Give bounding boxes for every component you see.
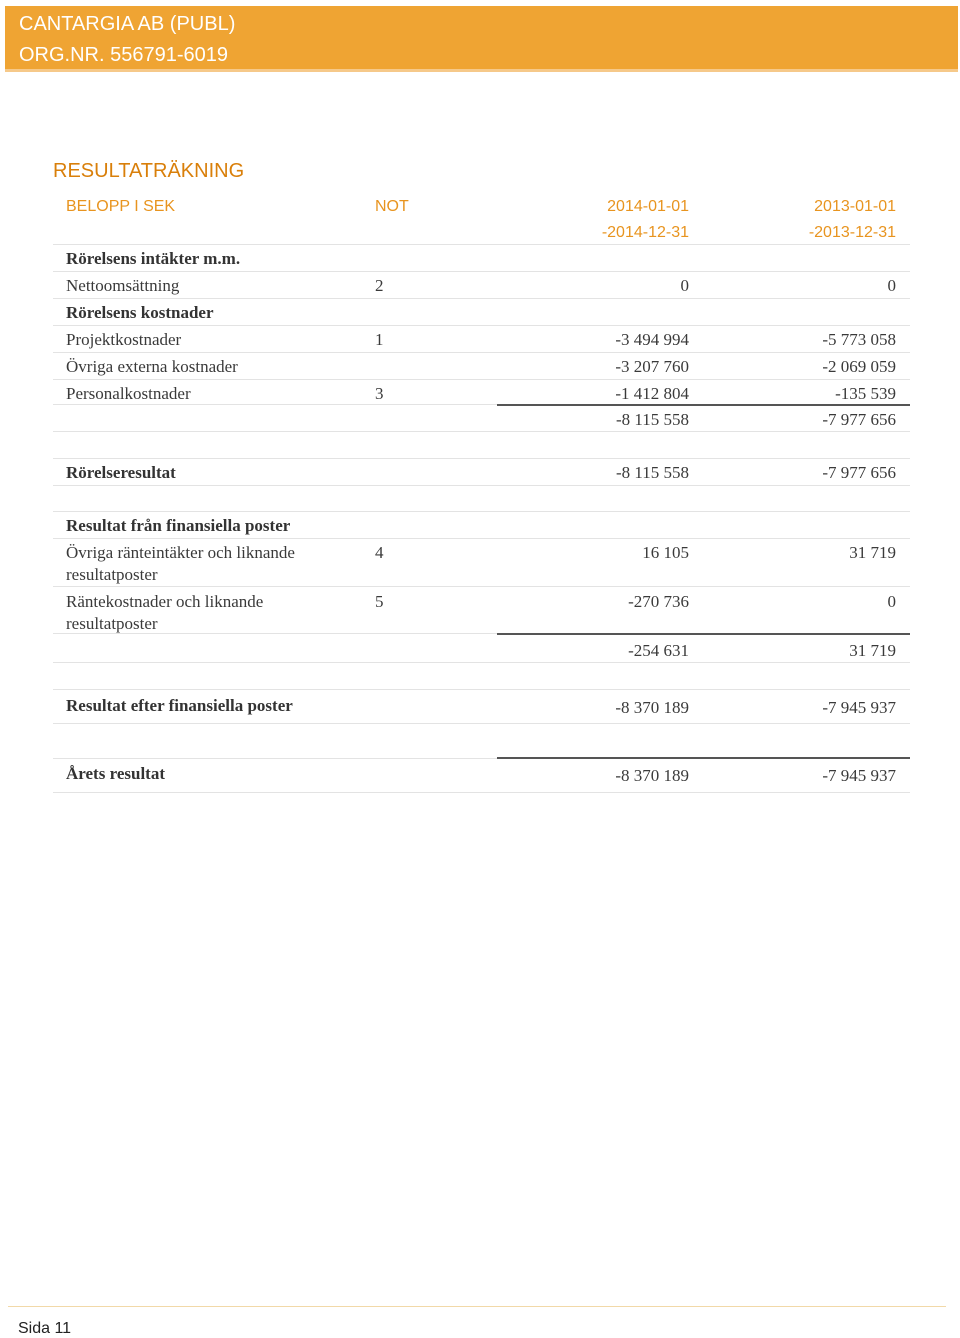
row-value-2013: -7 945 937 xyxy=(822,766,896,785)
table-row xyxy=(53,759,910,793)
row-label: Rörelsens intäkter m.m. xyxy=(66,249,241,268)
table-row xyxy=(53,690,910,724)
row-value-2013: -7 977 656 xyxy=(822,463,896,482)
row-label: Resultat från finansiella poster xyxy=(66,516,291,535)
col-header-period2-start: 2013-01-01 xyxy=(814,198,896,215)
row-value-2014: -8 115 558 xyxy=(615,463,689,482)
spacer-row xyxy=(53,724,910,759)
table-row xyxy=(53,636,910,663)
row-label: Övriga externa kostnader xyxy=(66,357,238,376)
row-label-line2: resultatposter xyxy=(66,565,158,584)
footer-divider xyxy=(8,1306,946,1307)
row-value-2013: 31 719 xyxy=(849,641,896,660)
table-row xyxy=(53,459,910,486)
header-row-divider xyxy=(53,218,910,245)
table-row xyxy=(53,587,910,634)
table-row xyxy=(53,406,910,432)
table-row xyxy=(53,272,910,299)
header-banner xyxy=(5,6,958,72)
spacer-row xyxy=(53,486,910,512)
subtotal-rule xyxy=(497,633,910,635)
company-name: CANTARGIA AB (PUBL) xyxy=(19,13,236,35)
table-row xyxy=(53,539,910,587)
row-label: Nettoomsättning xyxy=(66,276,180,295)
row-value-2014: -8 370 189 xyxy=(615,766,689,785)
row-label-line1: Räntekostnader och liknande xyxy=(66,592,264,611)
row-label: Resultat efter finansiella poster xyxy=(66,696,293,715)
row-label-line2: resultatposter xyxy=(66,614,158,633)
row-value-2013: -2 069 059 xyxy=(822,357,896,376)
row-label-line1: Övriga ränteintäkter och liknande xyxy=(66,543,295,562)
table-row xyxy=(53,512,910,539)
org-number: ORG.NR. 556791-6019 xyxy=(19,44,229,66)
row-value-2013: 31 719 xyxy=(849,543,896,562)
row-value-2013: -135 539 xyxy=(835,384,896,403)
table-row xyxy=(53,245,910,272)
col-header-period1-start: 2014-01-01 xyxy=(607,198,689,215)
row-label: Årets resultat xyxy=(66,764,165,783)
row-value-2013: 0 xyxy=(887,592,896,611)
col-header-belopp: BELOPP I SEK xyxy=(66,198,176,215)
row-value-2014: -270 736 xyxy=(628,592,689,611)
spacer-row xyxy=(53,663,910,690)
row-value-2013: -7 945 937 xyxy=(822,698,896,717)
row-note: 2 xyxy=(375,276,384,295)
row-label: Rörelseresultat xyxy=(66,463,176,482)
row-note: 1 xyxy=(375,330,384,349)
row-value-2014: -254 631 xyxy=(628,641,689,660)
row-label: Rörelsens kostnader xyxy=(66,303,214,322)
table-row xyxy=(53,299,910,326)
row-value-2014: -8 370 189 xyxy=(615,698,689,717)
table-row xyxy=(53,326,910,353)
spacer-row xyxy=(53,432,910,459)
row-value-2014: 16 105 xyxy=(642,543,689,562)
row-note: 3 xyxy=(375,384,384,403)
row-value-2014: -8 115 558 xyxy=(615,410,689,429)
col-header-not: NOT xyxy=(375,198,409,215)
page-number: Sida 11 xyxy=(18,1320,72,1337)
row-value-2014: -3 494 994 xyxy=(615,330,689,349)
row-note: 5 xyxy=(375,592,384,611)
row-value-2013: -5 773 058 xyxy=(822,330,896,349)
row-value-2013: -7 977 656 xyxy=(822,410,896,429)
row-value-2014: -1 412 804 xyxy=(615,384,689,403)
row-label: Projektkostnader xyxy=(66,330,182,349)
col-header-period2-end: -2013-12-31 xyxy=(808,224,896,241)
row-label: Personalkostnader xyxy=(66,384,191,403)
row-note: 4 xyxy=(375,543,384,562)
row-value-2014: 0 xyxy=(680,276,689,295)
page-title: RESULTATRÄKNING xyxy=(53,160,245,182)
col-header-period1-end: -2014-12-31 xyxy=(601,224,689,241)
row-value-2013: 0 xyxy=(887,276,896,295)
row-value-2014: -3 207 760 xyxy=(615,357,689,376)
table-row xyxy=(53,353,910,380)
table-row xyxy=(53,380,910,405)
